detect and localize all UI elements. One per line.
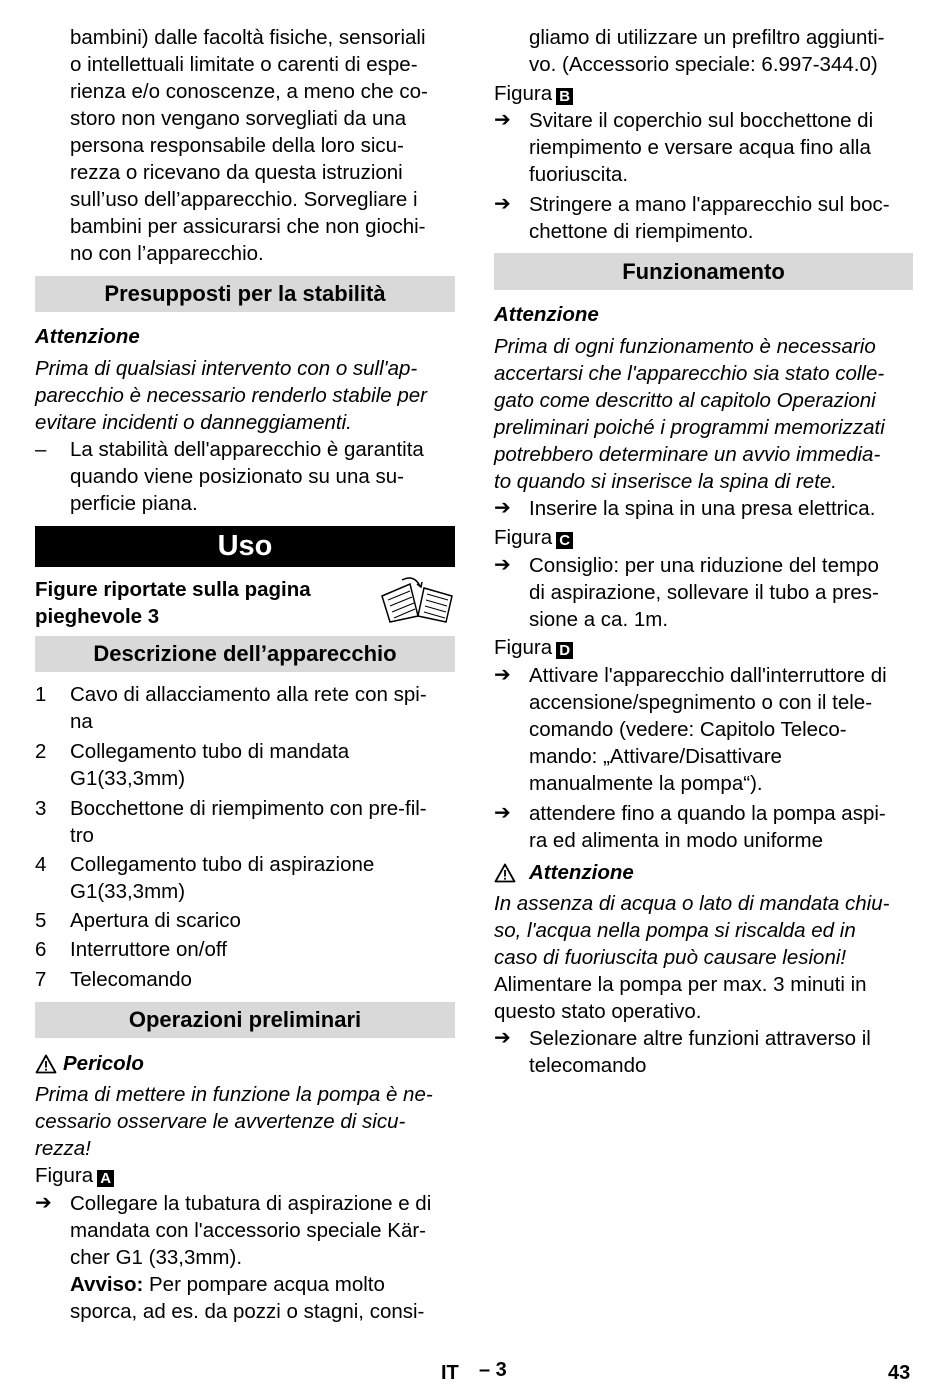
item-line: Collegamento tubo di mandata: [70, 740, 350, 763]
stability-line: perficie piana.: [70, 492, 198, 515]
description-item-4: [35, 851, 455, 905]
step-unscrew-cover: [494, 107, 913, 188]
attention-line: Prima di ogni funzionamento è necessario: [494, 335, 876, 358]
description-item-1: [35, 681, 455, 735]
attention-line: evitare incidenti o danneggiamenti.: [35, 411, 352, 434]
item-number: 5: [35, 909, 47, 932]
figures-note-line: Figure riportate sulla pagina: [35, 578, 311, 601]
cont-line: gliamo di utilizzare un prefiltro aggiunti-: [529, 26, 885, 49]
operation-heading: Funzionamento: [494, 253, 913, 290]
figures-note-line: pieghevole 3: [35, 605, 160, 628]
uso-heading: Uso: [35, 526, 455, 567]
stability-heading: Presupposti per la stabilità: [35, 276, 455, 312]
attention-line: to quando si inserisce la spina di rete.: [494, 470, 838, 493]
danger-label: Pericolo: [63, 1052, 144, 1075]
figure-b-label: [494, 80, 913, 107]
danger-label-row: [35, 1050, 455, 1077]
step-wait: [494, 800, 913, 854]
intro-line: o intellettuali limitate o carenti di espe-: [70, 53, 418, 76]
intro-line: rezza o ricevano da questa istruzioni: [70, 161, 403, 184]
description-heading: Descrizione dell’apparecchio: [35, 636, 455, 672]
step-line: accensione/spegnimento o con il tele-: [529, 691, 873, 714]
arrow-right-icon: ➔: [494, 554, 511, 576]
step-select-functions: [494, 1025, 913, 1079]
stability-attention-label: Attenzione: [35, 325, 140, 348]
figure-letter-badge: D: [556, 642, 573, 659]
warning-plain-line: questo stato operativo.: [494, 1000, 702, 1023]
step-line: attendere fino a quando la pompa aspi-: [529, 802, 886, 825]
arrow-right-icon: ➔: [494, 664, 511, 686]
operation-attention-text: [494, 333, 913, 495]
step-connect-pipes: [35, 1190, 455, 1325]
step-line: di aspirazione, sollevare il tubo a pres-: [529, 581, 879, 604]
warning-label-row: [494, 859, 913, 886]
danger-text: [35, 1081, 455, 1162]
intro-line: no con l’apparecchio.: [70, 242, 264, 265]
arrow-right-icon: ➔: [494, 802, 511, 824]
step-line: telecomando: [529, 1054, 647, 1077]
intro-paragraph: [35, 24, 455, 267]
danger-line: Prima di mettere in funzione la pompa è ne-: [35, 1083, 433, 1106]
foldout-book-icon: [380, 576, 455, 624]
attention-line: gato come descritto al capitolo Operazioni: [494, 389, 876, 412]
step-line: Consiglio: per una riduzione del tempo: [529, 554, 879, 577]
figure-a-label: [35, 1162, 455, 1189]
notice-label: Avviso:: [70, 1273, 144, 1296]
footer-section-page: – 3: [479, 1359, 507, 1381]
step-line: fuoriuscita.: [529, 163, 629, 186]
step-line: chettone di riempimento.: [529, 220, 754, 243]
item-number: 6: [35, 938, 47, 961]
step-line: Svitare il coperchio sul bocchettone di: [529, 109, 874, 132]
item-line: Interruttore on/off: [70, 938, 227, 961]
notice-line: sporca, ad es. da pozzi o stagni, consi-: [70, 1300, 425, 1323]
step-line: mando: „Attivare/Disattivare: [529, 745, 782, 768]
attention-line: parecchio è necessario renderlo stabile per: [35, 384, 428, 407]
warning-triangle-icon: [494, 863, 516, 883]
intro-line: sull’uso dell’apparecchio. Sorvegliare i: [70, 188, 418, 211]
intro-line: bambini per assicurarsi che non giochi-: [70, 215, 426, 238]
footer-language: IT: [441, 1362, 459, 1384]
intro-line: rienza e/o conoscenze, a meno che co-: [70, 80, 428, 103]
item-line: na: [70, 710, 93, 733]
item-line: G1(33,3mm): [70, 880, 186, 903]
item-line: Bocchettone di riempimento con pre-fil-: [70, 797, 427, 820]
stability-attention-text: [35, 355, 455, 436]
figure-letter-badge: B: [556, 88, 573, 105]
footer-page-number: 43: [888, 1362, 911, 1384]
dash-marker: –: [35, 438, 47, 461]
item-line: tro: [70, 824, 94, 847]
arrow-right-icon: ➔: [494, 193, 511, 215]
stability-item: [35, 436, 455, 517]
item-line: Collegamento tubo di aspirazione: [70, 853, 375, 876]
warning-line: so, l'acqua nella pompa si riscalda ed in: [494, 919, 856, 942]
item-number: 4: [35, 853, 47, 876]
step-line: Stringere a mano l'apparecchio sul boc-: [529, 193, 890, 216]
figure-c-label: [494, 524, 913, 551]
arrow-right-icon: ➔: [494, 1027, 511, 1049]
notice-line: [70, 1271, 455, 1298]
item-line: Cavo di allacciamento alla rete con spi-: [70, 683, 427, 706]
operation-attention-label: Attenzione: [494, 303, 599, 326]
danger-line: cessario osservare le avvertenze di sicu-: [35, 1110, 406, 1133]
notice-text: Per pompare acqua molto: [143, 1273, 385, 1296]
warning-triangle-icon: [35, 1054, 57, 1074]
item-number: 1: [35, 683, 47, 706]
arrow-right-icon: ➔: [494, 497, 511, 519]
step-insert-plug: [494, 495, 913, 522]
cont-line: vo. (Accessorio speciale: 6.997-344.0): [529, 53, 878, 76]
attention-line: potrebbero determinare un avvio immedia-: [494, 443, 881, 466]
step-tighten: [494, 191, 913, 245]
arrow-right-icon: ➔: [35, 1192, 52, 1214]
description-item-7: [35, 966, 455, 993]
intro-line: storo non vengano sorvegliati da una: [70, 107, 407, 130]
figure-label-text: Figura: [494, 526, 553, 549]
step-line: comando (vedere: Capitolo Teleco-: [529, 718, 847, 741]
notice-continuation: [494, 24, 913, 78]
step-line: riempimento e versare acqua fino alla: [529, 136, 871, 159]
step-tip: [494, 552, 913, 633]
item-line: Apertura di scarico: [70, 909, 241, 932]
warning-label: Attenzione: [529, 861, 634, 884]
figure-letter-badge: A: [97, 1170, 114, 1187]
description-item-2: [35, 738, 455, 792]
figure-d-label: [494, 634, 913, 661]
warning-line: In assenza di acqua o lato di mandata chiu-: [494, 892, 890, 915]
item-number: 2: [35, 740, 47, 763]
stability-line: quando viene posizionato su una su-: [70, 465, 404, 488]
step-line: mandata con l'accessorio speciale Kär-: [70, 1219, 427, 1242]
item-number: 3: [35, 797, 47, 820]
figure-label-text: Figura: [494, 636, 553, 659]
step-line: manualmente la pompa“).: [529, 772, 763, 795]
description-item-6: [35, 936, 455, 963]
attention-line: accertarsi che l'apparecchio sia stato colle-: [494, 362, 885, 385]
step-line: ra ed alimenta in modo uniforme: [529, 829, 823, 852]
arrow-right-icon: ➔: [494, 109, 511, 131]
danger-line: rezza!: [35, 1137, 91, 1160]
attention-line: Prima di qualsiasi intervento con o sull'ap-: [35, 357, 418, 380]
warning-line: caso di fuoriuscita può causare lesioni!: [494, 946, 847, 969]
step-line: Collegare la tubatura di aspirazione e di: [70, 1192, 432, 1215]
description-item-3: [35, 795, 455, 849]
intro-line: persona responsabile della loro sicu-: [70, 134, 404, 157]
description-item-5: [35, 907, 455, 934]
warning-text: [494, 890, 913, 971]
step-line: Selezionare altre funzioni attraverso il: [529, 1027, 871, 1050]
figure-letter-badge: C: [556, 532, 573, 549]
item-number: 7: [35, 968, 47, 991]
figure-label-text: Figura: [35, 1164, 94, 1187]
stability-line: La stabilità dell'apparecchio è garantita: [70, 438, 424, 461]
step-line: Inserire la spina in una presa elettrica.: [529, 497, 876, 520]
warning-plain-text: [494, 971, 913, 1025]
step-line: sione a ca. 1m.: [529, 608, 669, 631]
preliminary-heading: Operazioni preliminari: [35, 1002, 455, 1038]
figure-label-text: Figura: [494, 82, 553, 105]
item-line: Telecomando: [70, 968, 192, 991]
intro-line: bambini) dalle facoltà fisiche, sensoriali: [70, 26, 426, 49]
attention-line: preliminari poiché i programmi memorizzati: [494, 416, 885, 439]
step-activate: [494, 662, 913, 797]
step-line: cher G1 (33,3mm).: [70, 1246, 243, 1269]
warning-plain-line: Alimentare la pompa per max. 3 minuti in: [494, 973, 867, 996]
step-line: Attivare l'apparecchio dall'interruttore di: [529, 664, 887, 687]
item-line: G1(33,3mm): [70, 767, 186, 790]
